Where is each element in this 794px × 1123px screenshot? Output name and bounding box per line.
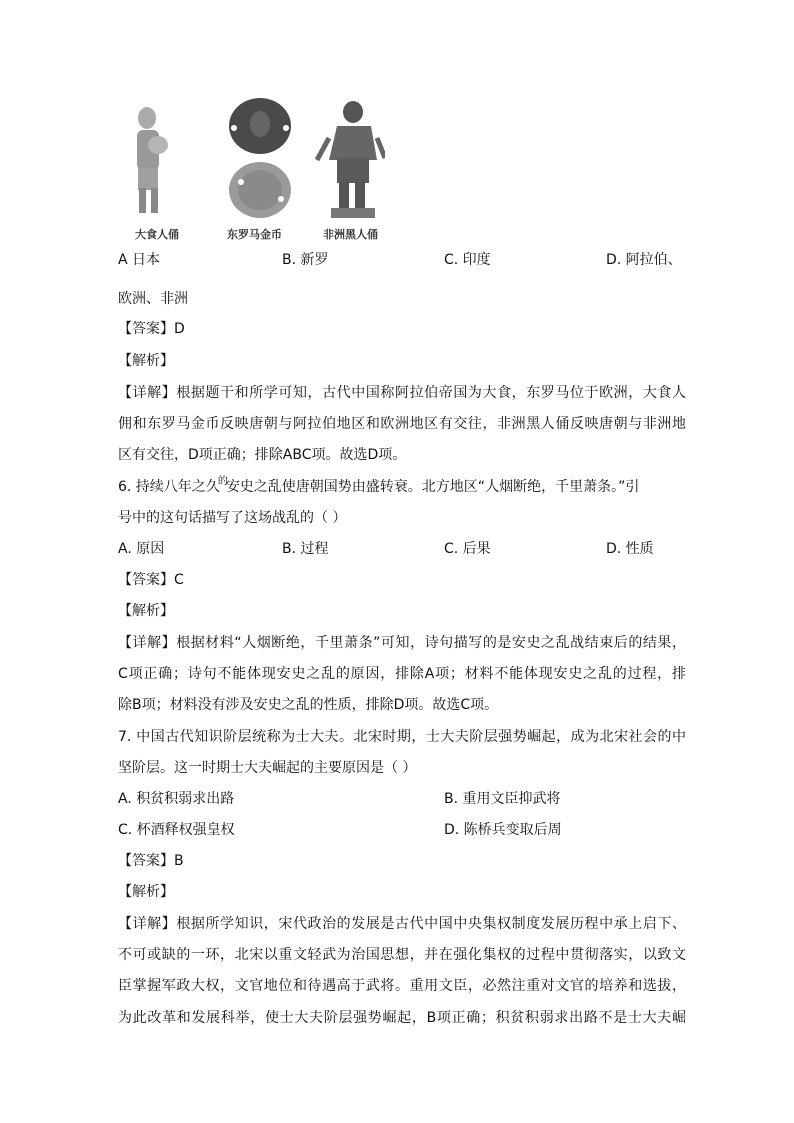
q7-option-d: D. 陈桥兵变取后周	[444, 822, 562, 838]
figure-caption: 东罗马金币	[227, 228, 282, 241]
q5-option-d: D. 阿拉伯、	[606, 252, 682, 268]
q6-stem-line: 号中的这句话描写了这场战乱的（ ）	[118, 510, 347, 526]
q5-option-a: A 日本	[118, 252, 161, 268]
q6-analysis-label: 【解析】	[118, 603, 174, 619]
q5-analysis-label: 【解析】	[118, 353, 174, 369]
q7-option-b: B. 重用文臣抑武将	[444, 791, 561, 807]
q5-answer: 【答案】D	[118, 321, 185, 337]
q6-stem-b: 安史之乱使唐朝国势由盛转衰。北方地区“人烟断绝，千里萧条。”引	[225, 479, 640, 495]
q6-option-d: D. 性质	[606, 541, 654, 557]
q6-detail-line: C项正确；诗句不能体现安史之乱的原因，排除A项；材料不能体现安史之乱的过程，排	[118, 666, 686, 682]
q6-stem-line	[118, 478, 686, 498]
q5-option-b: B. 新罗	[282, 252, 329, 268]
q7-stem-line: 坚阶层。这一时期士大夫崛起的主要原因是（ ）	[118, 760, 417, 776]
q7-option-c: C. 杯酒释权强皇权	[118, 822, 235, 838]
byzantine-coin-image	[225, 96, 295, 221]
q7-detail-line: 【详解】根据所学知识，宋代政治的发展是古代中国中央集权制度发展历程中承上启下、	[118, 916, 686, 932]
q7-stem-line: 7. 中国古代知识阶层统称为士大夫。北宋时期，士大夫阶层强势崛起，成为北宋社会的中	[118, 729, 686, 745]
q7-detail-line: 不可或缺的一环，北宋以重文轻武为治国思想，并在强化集权的过程中贯彻落实，以致文	[118, 947, 686, 963]
figure-caption: 非洲黑人俑	[323, 228, 378, 241]
african-figurine-image	[315, 98, 385, 223]
q6-stem-sup: 的	[217, 476, 228, 487]
q7-answer: 【答案】B	[118, 853, 184, 869]
q7-detail-line: 臣掌握军政大权，文官地位和待遇高于武将。重用文臣，必然注重对文官的培养和选拔，	[118, 978, 686, 994]
figure-caption: 大食人俑	[135, 228, 179, 241]
q6-stem-a: 6. 持续八年之久	[118, 479, 220, 495]
q6-option-a: A. 原因	[118, 541, 165, 557]
q6-detail-line: 除B项；材料没有涉及安史之乱的性质，排除D项。故选C项。	[118, 697, 499, 713]
q6-detail-line: 【详解】根据材料“人烟断绝，千里萧条”可知，诗句描写的是安史之乱战结束后的结果，	[118, 635, 686, 651]
q7-detail-line: 为此改革和发展科举，使士大夫阶层强势崛起，B项正确；积贫积弱求出路不是士大夫崛	[118, 1010, 686, 1026]
q7-option-a: A. 积贫积弱求出路	[118, 791, 235, 807]
q5-detail-line: 【详解】根据题干和所学可知，古代中国称阿拉伯帝国为大食，东罗马位于欧洲，大食人	[118, 385, 686, 401]
q5-detail-line: 区有交往，D项正确；排除ABC项。故选D项。	[118, 447, 407, 463]
q6-option-c: C. 后果	[444, 541, 491, 557]
q5-option-d-cont: 欧洲、非洲	[118, 291, 188, 307]
q6-option-b: B. 过程	[282, 541, 329, 557]
q5-option-c: C. 印度	[444, 252, 491, 268]
q6-answer: 【答案】C	[118, 572, 184, 588]
arab-figurine-image	[125, 100, 175, 220]
q5-detail-line: 佣和东罗马金币反映唐朝与阿拉伯地区和欧洲地区有交往，非洲黑人俑反映唐朝与非洲地	[118, 416, 686, 432]
q7-analysis-label: 【解析】	[118, 884, 174, 900]
